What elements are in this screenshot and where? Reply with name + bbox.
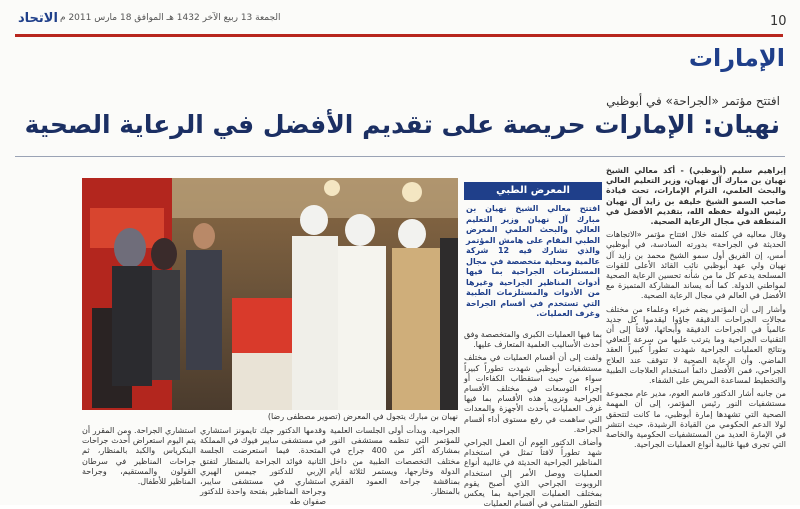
article-photo [82,178,458,410]
newspaper-logo: الاتحاد [18,11,58,26]
article-headline: نهيان: الإمارات حريصة على تقديم الأفضل في الرعاية الصحية [24,110,780,139]
photo-illustration [82,178,458,410]
dateline: الجمعة 13 ربيع الآخر 1432 هـ الموافق 18 مارس 2011 م [60,13,281,23]
column-2-paragraph: بما فيها العمليات الكبرى والمتخصصة وفق أحدث الأساليب العلمية المتعارف عليها. [464,330,602,350]
page-header [0,0,800,44]
article-column-5: استشاري الجراحة. ومن المقرر أن يتم اليوم استعراض أحدث جراحات البنكرياس والكبد بالمنظار، ثم جراحات المناظير في سرطان القولون والمستقيم، وجراحة المناظير للأطفال. [82,426,196,487]
column-1-paragraph: إبراهيم سليم (أبوظبي) - أكد معالي الشيخ نهيان بن مبارك آل نهيان، وزير التعليم العالي والبحث العلمي، التزام الإمارات، تحت قيادة صاحب السمو الشيخ خليفة بن زايد آل نهيان رئيس الدولة حفظه الله، بتقديم الأفضل في المنطقة في مجال الرعاية الصحية. [606,166,786,227]
sidebar-box-text: افتتح معالي الشيخ نهيان بن مبارك آل نهيان وزير التعليم العالي والبحث العلمي المعرض الطبي المقام على هامش المؤتمر والذي تشارك فيه 12 شركة عالمية ومحلية متخصصة في مجال المستلزمات الجراحية بما فيها أدوات المناظير الجراحية وغيرها من الأدوات والمستلزمات الطبية التي تستخدم في أقسام الجراحة وغرف العمليات. [466,204,600,318]
page-number: 10 [770,14,787,29]
article-column-1 [606,166,786,498]
column-2-paragraph: وأضاف الدكتور العوم أن العمل الجراحي شهد تطوراً لافتاً تمثل في استخدام المناظير الجراحية الحديثة في غالبية أنواع العمليات ووصل الأمر إلى استخدام الروبوت الجراحي الذي أصبح يقوم بمختلف العمليات الجراحية بما يعكس التطور المتنامي في أقسام العمليات [464,438,602,509]
photo-caption: نهيان بن مبارك يتجول في المعرض (تصوير مصطفى رضا) [267,412,458,421]
column-1-paragraph: من جانبه أشار الدكتور قاسم العوم، مدير عام مجموعة مستشفيات النور رئيس المؤتمر، إلى أن المهمة الصحية التي تشهدها إمارة أبوظبي، ما كانت لتتحقق لولا الدعم الحكومي من القيادة الرشيدة، حيث انتشر في الإمارة العديد من المستشفيات الحكومية والخاصة التي تجرى فيها غالبية أنواع العمليات الجراحية. [606,389,786,450]
article-kicker: افتتح مؤتمر «الجراحة» في أبوظبي [606,94,780,108]
section-title: الإمارات [688,44,785,72]
header-divider [15,34,783,37]
column-2-paragraph: ولفت إلى أن أقسام العمليات في مختلف مستشفيات أبوظبي شهدت تطوراً كبيراً سواء من حيث استقطاب الكفاءات أو إجراء التوسعات في مختلف الأقسام الجراحية وتزويد هذه الأقسام بما فيها غرف العمليات بأحدث الأجهزة والمعدات التي ساهمت في رفع مستوى أداء أقسام الجراحة. [464,353,602,434]
article-column-4: وقدمها الدكتور جيك تايمونز استشاري في مستشفى سايبر فيوك في المملكة المتحدة. فيما استعرضت الجلسة الثانية فوائد الجراحة بالمنظار لتفتق الإربي للدكتور جيمس الهيري استشاري في مستشفى سايبر، وجراحة المناظير بفتحة واحدة للدكتور صفوان طه [200,426,326,507]
column-1-paragraph: وأشار إلى أن المؤتمر يضم خبراء وعلماء من مختلف مجالات الجراحات الدقيقة جاؤوا ليقدموا كل جديد عالمياً في الجراحات الدقيقة وأبحاثها، لافتاً إلى أن التقنيات الجراحية وما يترتب عليها من سرعة التعافي ونتائج العمليات الجراحية شهدت تطوراً كبيراً العقد الماضي. وأن الرعاية الصحية لا تتوقف عند العلاج الجراحي، فمن الأفضل دائماً استخدام العلاجات الطبية والتخطيط لمساعدة المريض على الشفاء. [606,304,786,386]
headline-divider [15,156,785,157]
article-column-3: الجراحية. وبدأت أولى الجلسات العلمية للمؤتمر التي تنظمه مستشفى النور بمشاركة أكثر من 400 جراح في مختلف التخصصات الطبية من داخل الدولة وخارجها، ويستمر لثلاثة أيام بمناقشة جراحة العمود الفقري بالمنظار. [330,426,461,497]
column-1-paragraph: وقال معاليه في كلمته خلال افتتاح مؤتمر «الاتجاهات الحديثة في الجراحة» بدورته السادسة، في أبوظبي أمس، إن الفريق أول سمو الشيخ محمد بن زايد آل نهيان ولي عهد أبوظبي نائب القائد الأعلى للقوات المسلحة يدعم كل ما من شأنه تحسين الرعاية الصحية لمواطني الدولة. كما أنه يساند المشاركة المتميزة مع الأفضل في العالم في مجال الرعاية الصحية. [606,230,786,301]
sidebar-box-label: المعرض الطبي [464,182,602,200]
article-column-2 [464,330,602,509]
